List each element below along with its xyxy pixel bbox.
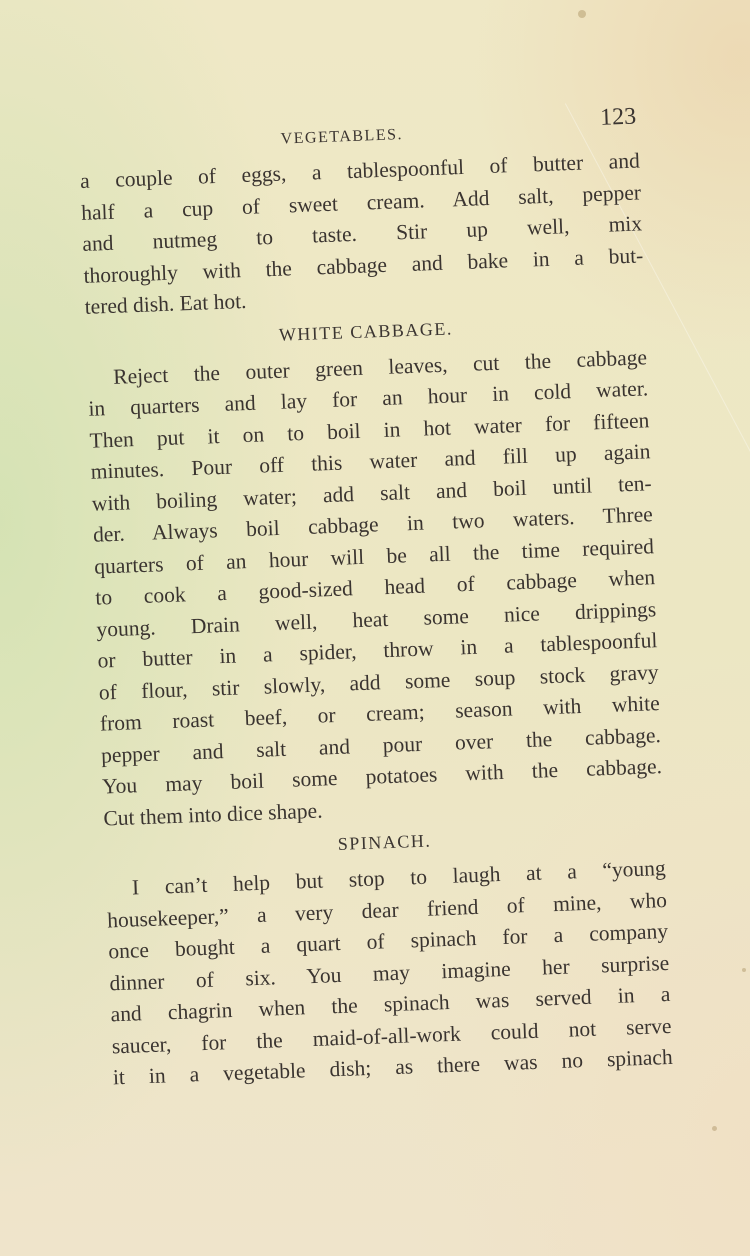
- paper-stain: [712, 1126, 717, 1131]
- text-line: der. Always boil cabbage in two waters. Three: [92, 502, 654, 547]
- text-line: young. Drain well, heat some nice drippings: [96, 596, 657, 642]
- text-line: dinner of six. You may imagine her surprise: [109, 950, 670, 995]
- text-line: or butter in a spider, throw in a tablespoonful: [97, 628, 658, 673]
- text-line: tered dish. Eat hot.: [84, 288, 247, 319]
- text-line: half a cup of sweet cream. Add salt, pepper: [80, 179, 642, 225]
- text-line: thoroughly with the cabbage and bake in a but-: [83, 242, 644, 288]
- text-line: it in a vegetable dish; as there was no spinach: [112, 1044, 674, 1090]
- text-line: Then put it on to boil in hot water for fifteen: [89, 407, 650, 453]
- text-line: pepper and salt and pour over the cabbage.: [100, 722, 662, 768]
- text-line: housekeeper,” a very dear friend of mine, who: [106, 887, 668, 932]
- text-line: You may boil some potatoes with the cabbage.: [101, 754, 663, 799]
- continuation-paragraph: [80, 145, 645, 323]
- spinach-paragraph: [105, 853, 673, 1094]
- white-cabbage-paragraph: [87, 342, 664, 835]
- text-line: Reject the outer green leaves, cut the cabbage: [112, 344, 648, 389]
- page-content: [78, 103, 673, 1093]
- text-line: with boiling water; add salt and boil until ten-: [91, 470, 652, 516]
- section-heading-white-cabbage: WHITE CABBAGE.: [278, 317, 454, 345]
- section-heading-spinach: SPINACH.: [337, 830, 432, 854]
- text-line: minutes. Pour off this water and fill up again: [90, 439, 651, 484]
- text-line: saucer, for the maid-of-all-work could not serve: [111, 1013, 672, 1058]
- text-line: to cook a good-sized head of cabbage when: [94, 565, 656, 610]
- text-line: in quarters and lay for an hour in cold water.: [88, 376, 649, 421]
- text-line: once bought a quart of spinach for a company: [107, 918, 669, 964]
- text-line: quarters of an hour will be all the time required: [93, 533, 655, 579]
- text-line: and chagrin when the spinach was served in a: [110, 981, 671, 1027]
- text-line: a couple of eggs, a tablespoonful of butter and: [79, 148, 641, 193]
- paper-stain: [742, 968, 746, 972]
- text-line: of flour, stir slowly, add some soup stock gravy: [98, 659, 659, 705]
- page-number: 123: [599, 103, 637, 131]
- text-line: and nutmeg to taste. Stir up well, mix: [81, 211, 643, 256]
- paper-stain: [578, 10, 586, 18]
- text-line: I can’t help but stop to laugh at a “young: [131, 855, 667, 900]
- text-line: Cut them into dice shape.: [103, 798, 323, 831]
- text-line: from roast beef, or cream; season with white: [99, 691, 661, 736]
- running-head: VEGETABLES.: [280, 126, 404, 148]
